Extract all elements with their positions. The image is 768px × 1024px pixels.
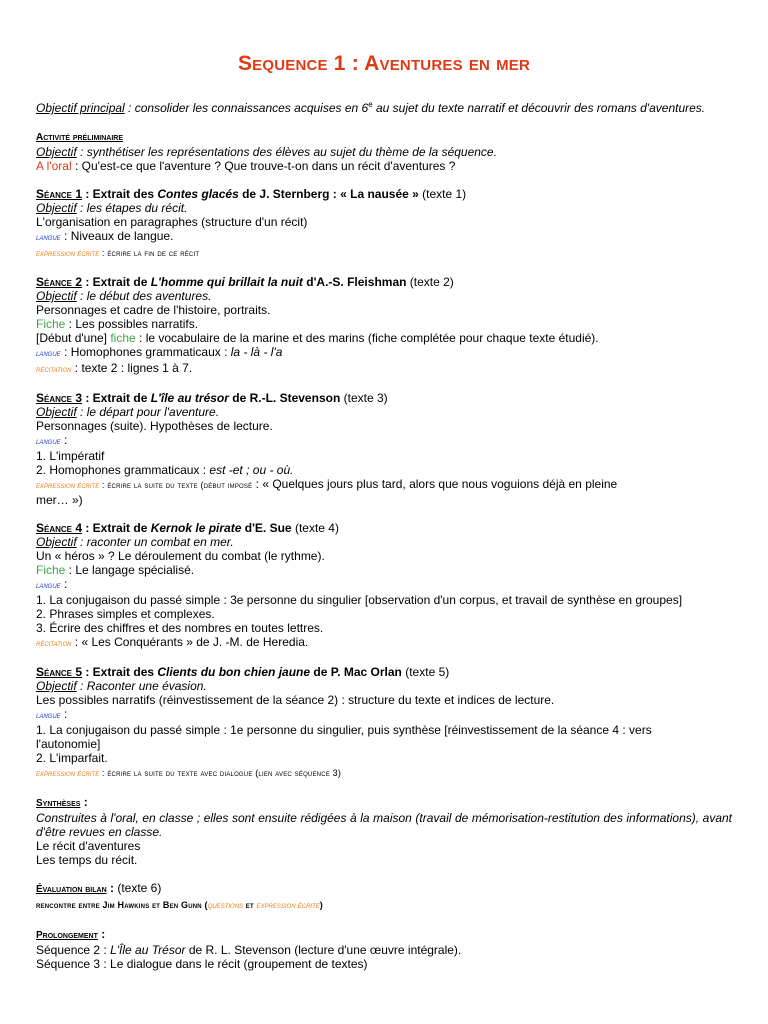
seance4-langue-text: : [60, 577, 68, 591]
seance2-post: (texte 2) [406, 275, 454, 289]
seance3-item2 [36, 463, 732, 477]
seance5-expression [36, 765, 732, 781]
seance5-expression-label: expression écrite [36, 769, 100, 778]
seance2-debut-fiche: fiche [110, 331, 136, 345]
seance3-post: (texte 3) [340, 391, 388, 405]
seance5-objectif-label: Objectif [36, 679, 77, 693]
seance2-debut-text: : le vocabulaire de la marine et des marins (fiche complétée pour chaque texte étudié). [135, 331, 599, 345]
prolongement-heading-text: Prolongement [36, 930, 98, 941]
evaluation-heading [36, 881, 732, 897]
seance5-label: Séance 5 [36, 665, 83, 679]
seance4-item1: 1. La conjugaison du passé simple : 3e personne du singulier [observation d'un corpus, et travail de synthèse en groupes] [36, 593, 683, 607]
seance4-fiche [36, 563, 732, 577]
seance1-objectif-text: : les étapes du récit. [76, 201, 188, 215]
seance4-objectif-text: : raconter un combat en mer. [76, 535, 234, 549]
seance3-expression-debut: début imposé [203, 480, 253, 490]
prolongement-colon: : [97, 927, 106, 941]
objectif-principal [36, 98, 732, 115]
seance5-langue-text: : [60, 707, 68, 721]
seance3-expression-label: expression écrite [36, 481, 100, 490]
seance4-heading [36, 521, 732, 535]
syntheses-item2: Les temps du récit. [36, 853, 138, 867]
seance4-mid: d'E. Sue [241, 521, 292, 535]
seance2-fiche-label: Fiche [36, 317, 66, 331]
seance4-objectif-label: Objectif [36, 535, 77, 549]
document-content [36, 52, 732, 971]
evaluation-sub-questions: questions [207, 901, 244, 910]
seance5-mid: de P. Mac Orlan [310, 665, 402, 679]
seance5-item1b: l'autonomie] [36, 737, 101, 751]
evaluation-sub-expression: expression écrite [256, 901, 320, 910]
syntheses-heading [36, 795, 732, 811]
prolongement-line1-pre: Séquence 2 : [36, 943, 111, 957]
activite-objectif [36, 145, 732, 159]
seance2-label: Séance 2 [36, 275, 83, 289]
seance3-book: L'île au trésor [150, 391, 229, 405]
seance5-item1: 1. La conjugaison du passé simple : 1e personne du singulier, puis synthèse [réinvestissement de la séance 4 : vers [36, 723, 652, 737]
activite-objectif-label: Objectif [36, 145, 77, 159]
prolongement-line1-post: de R. L. Stevenson (lecture d'une œuvre intégrale). [185, 943, 462, 957]
seance3-langue [36, 433, 732, 449]
seance4-post: (texte 4) [291, 521, 339, 535]
seance5-heading [36, 665, 732, 679]
seance2-objectif-text: : le début des aventures. [76, 289, 212, 303]
seance2-fiche [36, 317, 732, 331]
syntheses-heading-text: Synthèses [36, 798, 81, 809]
seance2-fiche-text: : Les possibles narratifs. [65, 317, 199, 331]
seance3-langue-label: langue [36, 437, 61, 446]
activite-oral [36, 159, 732, 173]
seance2-recitation [36, 361, 732, 377]
seance2-heading [36, 275, 732, 289]
seance4-label: Séance 4 [36, 521, 83, 535]
seance5-langue-label: langue [36, 711, 61, 720]
seance2-book: L'homme qui brillait la nuit [150, 275, 303, 289]
seance5-line1: Les possibles narratifs (réinvestissement de la séance 2) : structure du texte et indices de lecture. [36, 693, 555, 707]
page-title: Sequence 1 : Aventures en mer [237, 52, 531, 75]
seance1-pre: : Extrait des [82, 187, 158, 201]
seance4-langue [36, 577, 732, 593]
seance1-objectif [36, 201, 732, 215]
objectif-principal-text: : consolider les connaissances acquises en 6 [124, 101, 369, 115]
seance1-post: (texte 1) [418, 187, 467, 201]
seance1-label: Séance 1 [36, 187, 83, 201]
seance3-objectif-label: Objectif [36, 405, 77, 419]
seance1-line1: L'organisation en paragraphes (structure d'un récit) [36, 215, 308, 229]
seance2-line1: Personnages et cadre de l'histoire, portraits. [36, 303, 271, 317]
seance5-objectif-text: : Raconter une évasion. [76, 679, 207, 693]
seance1-expression-text: : écrire la fin de ce récit [99, 248, 200, 258]
seance5-langue [36, 707, 732, 723]
seance1-mid: de J. Sternberg : « La nausée » [238, 187, 419, 201]
evaluation-sub-pre: rencontre entre Jim Hawkins et Ben Gunn ( [36, 900, 208, 910]
seance3-expression-text: : écrire la suite du texte ( [99, 480, 204, 490]
seance2-mid: d'A.-S. Fleishman [302, 275, 407, 289]
seance2-recitation-text: : texte 2 : lignes 1 à 7. [71, 361, 193, 375]
seance2-debut-pre: [Début d'une] [36, 331, 111, 345]
evaluation-sub [36, 897, 732, 913]
seance3-item1: 1. L'impératif [36, 449, 105, 463]
prolongement-heading [36, 927, 732, 943]
seance3-line1: Personnages (suite). Hypothèses de lecture. [36, 419, 273, 433]
seance4-fiche-text: : Le langage spécialisé. [65, 563, 195, 577]
seance2-langue [36, 345, 732, 361]
seance5-book: Clients du bon chien jaune [157, 665, 311, 679]
prolongement-line1 [36, 943, 732, 957]
seance2-objectif [36, 289, 732, 303]
seance3-mid: de R.-L. Stevenson [228, 391, 341, 405]
seance4-langue-label: langue [36, 581, 61, 590]
seance3-expression-quote2: mer… ») [36, 493, 83, 507]
objectif-principal-text2: au sujet du texte narratif et découvrir des romans d'aventures. [372, 101, 706, 115]
seance5-pre: : Extrait des [82, 665, 158, 679]
seance2-pre: : Extrait de [82, 275, 151, 289]
seance1-langue [36, 229, 732, 245]
evaluation-sub-post: ) [319, 900, 323, 910]
syntheses-item1: Le récit d'aventures [36, 839, 141, 853]
prolongement-line1-italic: L'Île au Trésor [110, 943, 186, 957]
seance4-line1: Un « héros » ? Le déroulement du combat (le rythme). [36, 549, 325, 563]
seance4-fiche-label: Fiche [36, 563, 66, 577]
seance2-langue-italic: la - là - l'a [230, 345, 283, 359]
seance3-item2-pre: 2. Homophones grammaticaux : [36, 463, 210, 477]
activite-objectif-text: : synthétiser les représentations des élèves au sujet du thème de la séquence. [76, 145, 497, 159]
seance5-post: (texte 5) [401, 665, 450, 679]
seance1-objectif-label: Objectif [36, 201, 77, 215]
seance4-objectif [36, 535, 732, 549]
seance1-heading [36, 187, 732, 201]
seance2-objectif-label: Objectif [36, 289, 77, 303]
syntheses-colon: : [80, 795, 88, 809]
seance3-langue-text: : [60, 433, 68, 447]
seance4-book: Kernok le pirate [150, 521, 242, 535]
seance1-langue-label: langue [36, 233, 61, 242]
activite-heading-text: Activité préliminaire [36, 132, 124, 143]
seance1-expression-label: expression écrite [36, 249, 100, 258]
seance3-expression-quote: : « Quelques jours plus tard, alors que nous voguions déjà en pleine [252, 477, 618, 491]
seance3-objectif-text: : le départ pour l'aventure. [76, 405, 220, 419]
seance1-langue-text: : Niveaux de langue. [60, 229, 174, 243]
seance1-expression [36, 245, 732, 261]
seance2-langue-label: langue [36, 349, 61, 358]
seance2-recitation-label: récitation [36, 365, 72, 374]
seance4-pre: : Extrait de [82, 521, 151, 535]
seance2-langue-text: : Homophones grammaticaux : [60, 345, 231, 359]
evaluation-heading-text: Évaluation bilan [36, 884, 107, 895]
activite-heading [36, 129, 732, 145]
seance3-pre: : Extrait de [82, 391, 151, 405]
seance5-expression-text: : écrire la suite du texte avec dialogue (lien avec séquence 3) [99, 768, 342, 778]
objectif-principal-label: Objectif principal [36, 101, 125, 115]
evaluation-sub-et: et [243, 900, 257, 910]
activite-oral-text: : Qu'est-ce que l'aventure ? Que trouve-t-on dans un récit d'aventures ? [71, 159, 456, 173]
seance2-debut [36, 331, 732, 345]
seance1-book: Contes glacés [157, 187, 239, 201]
seance4-item2: 2. Phrases simples et complexes. [36, 607, 215, 621]
seance5-objectif [36, 679, 732, 693]
seance4-recitation-label: récitation [36, 639, 72, 648]
objectif-principal-sup: e [368, 100, 373, 109]
prolongement-line2: Séquence 3 : Le dialogue dans le récit (groupement de textes) [36, 957, 368, 971]
seance3-heading [36, 391, 732, 405]
seance3-item2-italic: est -et ; ou - où. [209, 463, 294, 477]
seance4-item3: 3. Écrire des chiffres et des nombres en toutes lettres. [36, 621, 324, 635]
syntheses-text: Construites à l'oral, en classe ; elles sont ensuite rédigées à la maison (travail de mémorisation-restitution des informations), avant d'être revues en classe. [36, 811, 732, 839]
seance3-label: Séance 3 [36, 391, 83, 405]
seance3-expression [36, 477, 732, 493]
seance4-recitation-text: : « Les Conquérants » de J. -M. de Heredia. [71, 635, 309, 649]
seance3-objectif [36, 405, 732, 419]
activite-oral-label: A l'oral [36, 159, 72, 173]
evaluation-post: (texte 6) [113, 881, 162, 895]
seance5-item2: 2. L'imparfait. [36, 751, 108, 765]
evaluation-colon: : [106, 881, 114, 895]
seance4-recitation [36, 635, 732, 651]
